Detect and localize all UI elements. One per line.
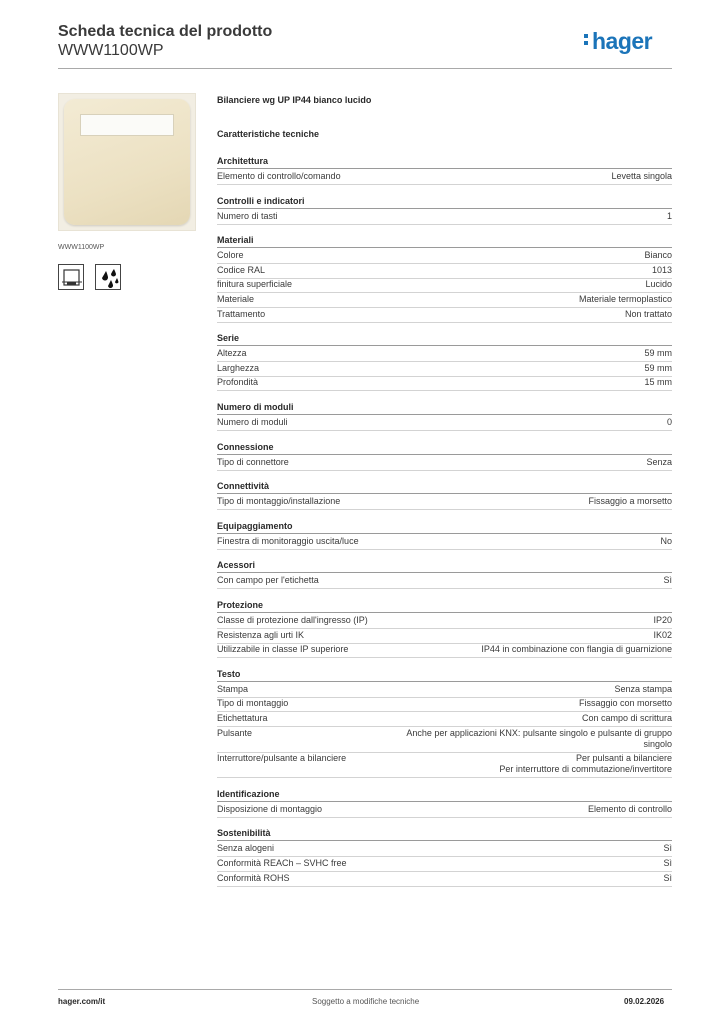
header-divider	[58, 68, 672, 69]
spec-key: Numero di tasti	[217, 210, 278, 221]
spec-key: Conformità REACh – SVHC free	[217, 858, 347, 868]
product-name: Bilanciere wg UP IP44 bianco lucido	[217, 95, 372, 105]
spec-row	[217, 712, 672, 727]
spec-key: Interruttore/pulsante a bilanciere	[217, 753, 347, 764]
spec-value: Con campo di scrittura	[581, 713, 672, 723]
spec-key: Tipo di connettore	[217, 456, 289, 467]
section-title: Testo	[217, 668, 672, 682]
spec-value: 15 mm	[644, 377, 672, 388]
product-code: WWW1100WP	[58, 42, 164, 59]
label-window	[80, 114, 174, 136]
spec-key: Utilizzabile in classe IP superiore	[217, 644, 349, 655]
spec-key: Resistenza agli urti IK	[217, 629, 305, 640]
spec-value: Fissaggio a morsetto	[588, 496, 672, 507]
section-title: Numero di moduli	[217, 401, 672, 415]
spec-row	[217, 574, 672, 589]
spec-value: Levetta singola	[611, 171, 672, 181]
footer-divider	[58, 989, 672, 990]
spec-value: 59 mm	[644, 348, 672, 359]
spec-value: Sì	[663, 575, 672, 586]
spec-row	[217, 376, 672, 391]
spec-row	[217, 264, 672, 279]
spec-value: Anche per applicazioni KNX: pulsante singolo e pulsante di gruppo singolo	[406, 727, 672, 749]
spec-value: No	[660, 535, 672, 546]
spec-value: Bianco	[644, 250, 672, 261]
spec-value: IP44 in combinazione con flangia di guarnizione	[481, 644, 672, 655]
spec-value: Sì	[663, 843, 672, 854]
spec-key: Materiale	[217, 294, 255, 304]
image-caption: WWW1100WP	[58, 244, 105, 251]
spec-key: Codice RAL	[217, 264, 266, 275]
spec-value: Materiale termoplastico	[578, 294, 672, 304]
spec-key: Trattamento	[217, 308, 266, 319]
spec-value: 0	[666, 417, 672, 427]
spec-value: IP20	[653, 615, 672, 625]
spec-row	[217, 727, 672, 753]
spec-value: 1013	[651, 264, 672, 275]
spec-key: Conformità ROHS	[217, 872, 290, 883]
footer-date: 09.02.2026	[624, 997, 665, 1006]
spec-value: Lucido	[645, 279, 672, 290]
section-title: Protezione	[217, 599, 672, 613]
section-title: Identificazione	[217, 788, 672, 802]
hager-logo	[592, 27, 652, 55]
spec-row	[217, 362, 672, 377]
spec-value: Elemento di controllo	[587, 803, 672, 814]
spec-row	[217, 643, 672, 658]
page-header	[58, 22, 272, 60]
spec-value: 1	[666, 210, 672, 221]
spec-key: Tipo di montaggio/installazione	[217, 496, 341, 507]
spec-key: Classe di protezione dall'ingresso (IP)	[217, 615, 368, 625]
spec-key: Colore	[217, 250, 244, 261]
spec-key: Finestra di monitoraggio uscita/luce	[217, 535, 359, 546]
spec-row	[217, 308, 672, 323]
section-title: Serie	[217, 332, 672, 346]
section-title: Controlli e indicatori	[217, 195, 672, 209]
logo-text: hager	[592, 28, 653, 54]
spec-row	[217, 347, 672, 362]
spec-row	[217, 857, 672, 872]
spec-key: Numero di moduli	[217, 417, 288, 427]
spec-key: Stampa	[217, 683, 249, 694]
spec-key: Con campo per l'etichetta	[217, 575, 319, 586]
section-title: Connessione	[217, 441, 672, 455]
spec-key: Altezza	[217, 348, 247, 359]
spec-row	[217, 872, 672, 887]
spec-row	[217, 416, 672, 431]
spec-value: Non trattato	[624, 308, 672, 319]
spec-key: Pulsante	[217, 727, 253, 738]
logo-dots-icon	[584, 34, 589, 48]
spec-value: Per pulsanti a bilanciere Per interruttore di commutazione/invertitore	[499, 753, 672, 775]
spec-row	[217, 249, 672, 264]
footer-notice: Soggetto a modifiche tecniche	[312, 997, 420, 1006]
spec-row	[217, 842, 672, 857]
spec-row	[217, 170, 672, 185]
spec-row	[217, 614, 672, 629]
spec-row	[217, 535, 672, 550]
spec-row	[217, 683, 672, 698]
spec-value: 59 mm	[644, 362, 672, 373]
spec-row	[217, 293, 672, 308]
spec-key: finitura superficiale	[217, 279, 293, 290]
flush-mount-icon	[58, 264, 84, 290]
section-title: Connettività	[217, 480, 672, 494]
spec-row	[217, 697, 672, 712]
spec-value: Senza	[646, 456, 672, 467]
spec-key: Disposizione di montaggio	[217, 803, 323, 814]
spec-value: Sì	[663, 858, 672, 868]
spec-row	[217, 752, 672, 778]
spec-key: Etichettatura	[217, 713, 268, 723]
section-title: Sostenibilità	[217, 827, 672, 841]
characteristics-heading: Caratteristiche tecniche	[217, 129, 320, 139]
section-title: Acessori	[217, 559, 672, 573]
footer-website-link[interactable]: hager.com/it	[58, 997, 106, 1006]
spec-key: Elemento di controllo/comando	[217, 171, 341, 181]
rocker-switch-image	[64, 99, 190, 225]
spec-value: Senza stampa	[614, 683, 672, 694]
spec-row	[217, 210, 672, 225]
spec-row	[217, 629, 672, 644]
spec-key: Senza alogeni	[217, 843, 275, 854]
spec-value: IK02	[653, 629, 672, 640]
product-image	[58, 93, 196, 231]
section-title: Architettura	[217, 155, 672, 169]
spec-value: Sì	[663, 872, 672, 883]
document-title: Scheda tecnica del prodotto	[58, 23, 273, 40]
spec-value: Fissaggio con morsetto	[578, 698, 672, 709]
spec-key: Profondità	[217, 377, 259, 388]
water-drops-icon	[95, 264, 121, 290]
spec-row	[217, 456, 672, 471]
spec-key: Tipo di montaggio	[217, 698, 289, 709]
section-title: Materiali	[217, 234, 672, 248]
spec-row	[217, 278, 672, 293]
spec-row	[217, 495, 672, 510]
spec-key: Larghezza	[217, 362, 260, 373]
spec-row	[217, 803, 672, 818]
section-title: Equipaggiamento	[217, 520, 672, 534]
